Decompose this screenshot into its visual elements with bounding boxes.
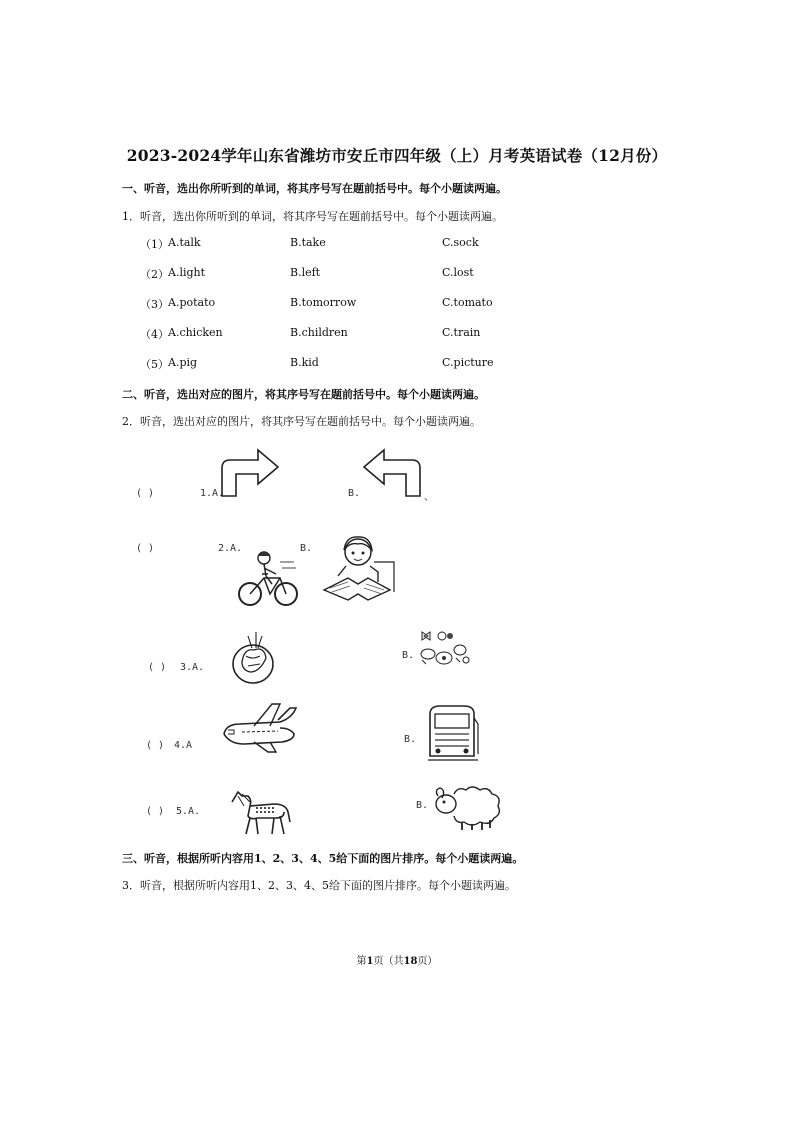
train-picture <box>426 704 480 764</box>
answer-paren: ( ) <box>148 662 167 673</box>
footer-page-number: 1 <box>366 956 374 967</box>
picture-label-b: B. <box>300 543 313 554</box>
picture-label-b: B. <box>348 488 361 499</box>
footer-middle: 页（共 <box>373 956 404 967</box>
option-c: C.sock <box>442 236 479 249</box>
picture-label-a: 4.A <box>174 740 193 751</box>
option-a: A.pig <box>168 356 198 369</box>
footer-total-pages: 18 <box>403 956 418 967</box>
airplane-picture <box>220 700 300 754</box>
section3-heading: 三、听音，根据所听内容用1、2、3、4、5给下面的图片排序。每个小题读两遍。 <box>122 852 524 865</box>
answer-paren: ( ) <box>146 806 165 817</box>
option-num: （5） <box>140 358 169 371</box>
turn-right-arrow-icon <box>218 446 284 498</box>
answer-paren: ( ) <box>136 488 155 499</box>
picture-label-a: 2.A. <box>218 543 243 554</box>
picture-label-b: B. <box>416 800 429 811</box>
chicken-dish-picture <box>230 628 276 686</box>
reading-book-picture <box>318 532 396 604</box>
option-a: A.chicken <box>168 326 223 339</box>
turn-left-arrow-icon <box>358 446 424 498</box>
option-num: （4） <box>140 328 169 341</box>
section1-heading: 一、听音，选出你所听到的单词，将其序号写在题前括号中。每个小题读两遍。 <box>122 182 507 195</box>
section1-question: 1．听音，选出你所听到的单词，将其序号写在题前括号中。每个小题读两遍。 <box>122 210 503 223</box>
option-c: C.train <box>442 326 481 339</box>
sheep-picture <box>432 782 504 832</box>
option-a: A.light <box>168 266 206 279</box>
option-c: C.picture <box>442 356 494 369</box>
option-b: B.kid <box>290 356 319 369</box>
page-title: 2023-2024学年山东省潍坊市安丘市四年级（上）月考英语试卷（12月份） <box>126 146 668 165</box>
picture-label-a: 5.A. <box>176 806 201 817</box>
option-c: C.lost <box>442 266 474 279</box>
option-c: C.tomato <box>442 296 493 309</box>
footer-prefix: 第 <box>356 956 367 967</box>
picture-label-a: 3.A. <box>180 662 205 673</box>
option-b: B.left <box>290 266 321 279</box>
option-num: （2） <box>140 268 169 281</box>
option-a: A.potato <box>168 296 216 309</box>
picture-label-b: B. <box>402 650 415 661</box>
section3-question: 3．听音，根据所听内容用1、2、3、4、5给下面的图片排序。每个小题读两遍。 <box>122 879 516 892</box>
option-num: （1） <box>140 238 169 251</box>
page-footer <box>0 952 794 967</box>
picture-label-b: B. <box>404 734 417 745</box>
option-b: B.children <box>290 326 348 339</box>
option-num: （3） <box>140 298 169 311</box>
riding-bike-picture <box>236 548 300 610</box>
answer-paren: ( ) <box>146 740 165 751</box>
trailing-mark: 、 <box>424 492 434 503</box>
snacks-picture <box>416 628 472 668</box>
picture-label-a: 1.A. <box>200 488 225 499</box>
footer-suffix: 页） <box>417 956 438 967</box>
section2-heading: 二、听音，选出对应的图片，将其序号写在题前括号中。每个小题读两遍。 <box>122 388 485 401</box>
option-b: B.tomorrow <box>290 296 357 309</box>
section2-question: 2．听音，选出对应的图片，将其序号写在题前括号中。每个小题读两遍。 <box>122 415 481 428</box>
answer-paren: ( ) <box>136 543 155 554</box>
option-a: A.talk <box>168 236 201 249</box>
option-b: B.take <box>290 236 326 249</box>
horse-picture <box>228 788 294 838</box>
